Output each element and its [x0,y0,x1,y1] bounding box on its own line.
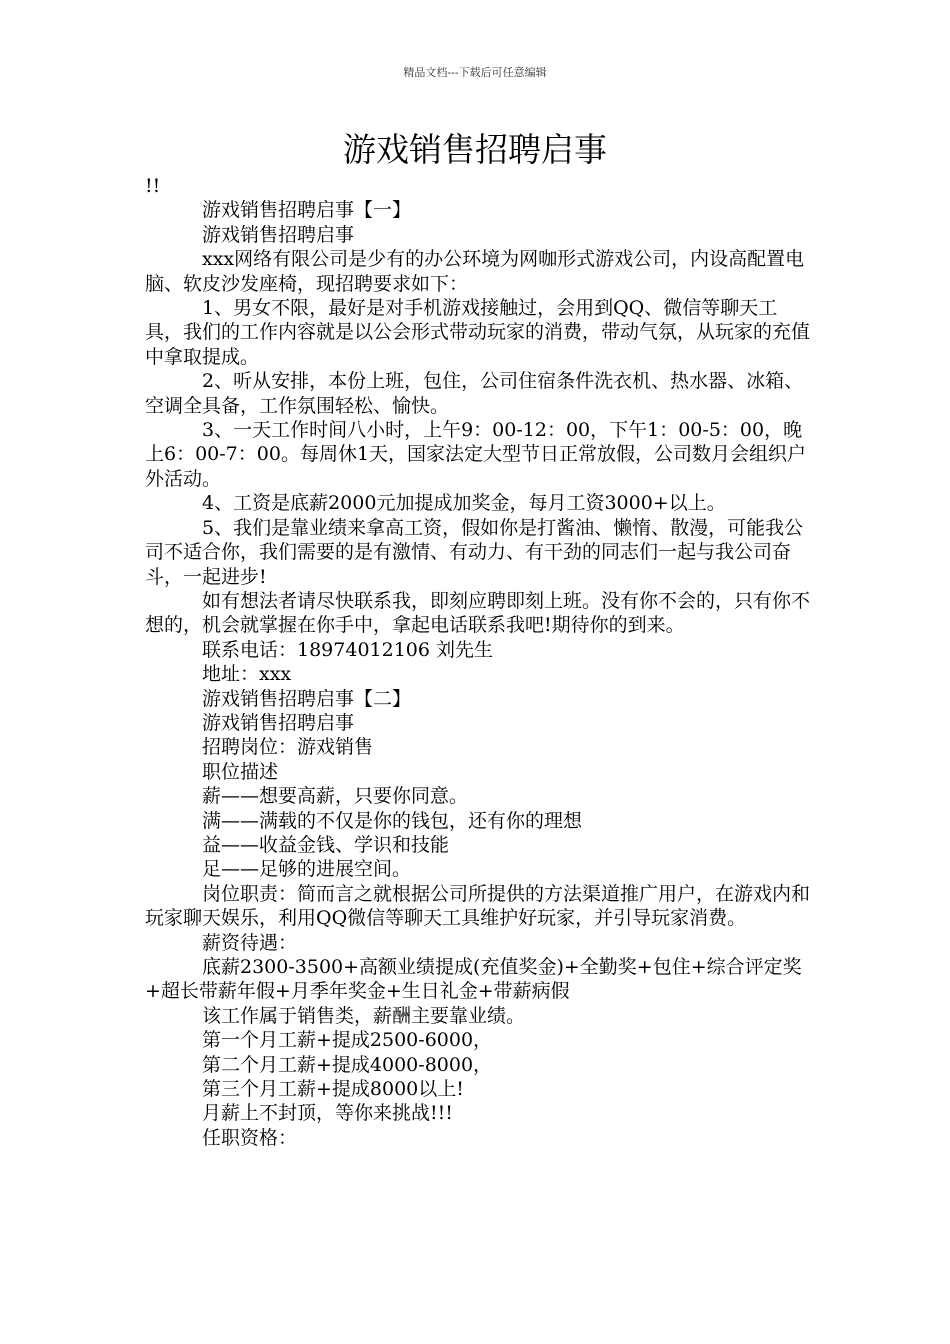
address: 地址：xxx [202,663,292,686]
subtitle: 游戏销售招聘启事 [202,711,355,734]
salary-item: 第一个月工薪+提成2500-6000， [202,1029,493,1052]
document-body [145,174,810,1150]
paragraph: 如有想法者请尽快联系我，即刻应聘即刻上班。没有你不会的，只有你不想的，机会就掌握在你手中，拿起电话联系我吧!期待你的到来。 [145,589,811,637]
subtitle: 游戏销售招聘启事 [202,223,355,246]
description-item: 满——满载的不仅是你的钱包，还有你的理想 [202,809,583,832]
requirement-item: 3、一天工作时间八小时，上午9：00-12：00，下午1：00-5：00，晚上6：00-7：00。每周休1天，国家法定大型节日正常放假，公司数月会组织户外活动。 [145,419,807,490]
contact-phone: 联系电话：18974012106 刘先生 [202,638,494,661]
description-item: 益——收益金钱、学识和技能 [202,833,450,856]
header-note: 精品文档---下载后可任意编辑 [403,66,547,79]
paragraph: xxx网络有限公司是少有的办公环境为网咖形式游戏公司，内设高配置电脑、软皮沙发座椅，现招聘要求如下： [145,248,805,295]
job-duties: 岗位职责：简而言之就根据公司所提供的方法渠道推广用户，在游戏内和玩家聊天娱乐，利用QQ微信等聊天工具维护好玩家，并引导玩家消费。 [145,882,811,930]
paragraph: 任职资格： [202,1126,298,1149]
paragraph: !! [145,175,161,197]
salary-item: 第三个月工薪+提成8000以上! [202,1078,464,1101]
requirement-item: 2、听从安排，本份上班，包住，公司住宿条件洗衣机、热水器、冰箱、空调全具备，工作氛围轻松、愉快。 [145,370,804,417]
section-heading-one: 游戏销售招聘启事【一】 [202,199,412,222]
requirement-item: 1、男女不限，最好是对手机游戏接触过，会用到QQ、微信等聊天工具，我们的工作内容就是以公会形式带动玩家的消费，带动气氛，从玩家的充值中拿取提成。 [145,297,811,368]
requirement-item: 5、我们是靠业绩来拿高工资，假如你是打酱油、懒惰、散漫，可能我公司不适合你，我们需要的是有激情、有动力、有干劲的同志们一起与我公司奋斗，一起进步! [145,516,804,588]
section-heading-two: 游戏销售招聘启事【二】 [202,687,412,710]
document-title: 游戏销售招聘启事 [343,130,607,169]
paragraph: 该工作属于销售类，薪酬主要靠业绩。 [202,1004,526,1027]
salary-detail: 底薪2300-3500+高额业绩提成(充值奖金)+全勤奖+包住+综合评定奖+超长带薪年假+月季年奖金+生日礼金+带薪病假 [145,956,802,1003]
paragraph: 薪资待遇： [202,931,298,954]
description-item: 足——足够的进展空间。 [202,858,412,881]
paragraph: 月薪上不封顶，等你来挑战!!! [202,1102,453,1125]
paragraph: 职位描述 [202,760,279,783]
job-position: 招聘岗位：游戏销售 [202,736,374,759]
description-item: 薪——想要高薪，只要你同意。 [202,785,469,808]
requirement-item: 4、工资是底薪2000元加提成加奖金，每月工资3000+以上。 [202,492,726,515]
salary-item: 第二个月工薪+提成4000-8000， [202,1053,493,1076]
